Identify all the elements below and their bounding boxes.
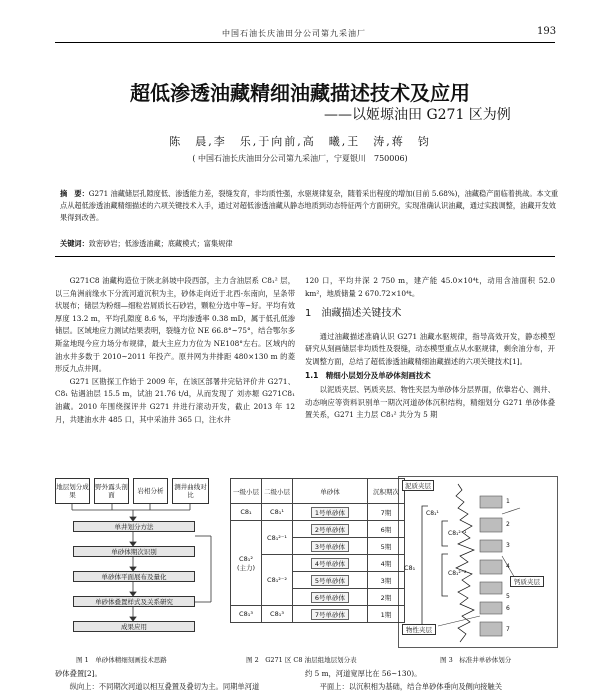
subsection-heading: 1.1 精细小层划分及单砂体刻画技术	[305, 370, 431, 380]
table-cell	[293, 589, 368, 606]
table-cell: C8₁³	[231, 606, 262, 623]
keywords-label: 关键词：	[60, 239, 89, 248]
abstract-text: G271 油藏储层孔隙度低、渗透能力差，裂缝发育，非均质性强，水驱规律复杂，随着采出程度的增加(目前 5.68%)，油藏稳产面临着挑战。本文重点从超低渗透油藏精细描述的六项关键技术入手，通过对超低渗透油藏从静态地质到动态特征两个方面研究，实现准确认识油藏，通过实践调整，油藏开发效果得到改善。	[60, 189, 559, 222]
table-cell	[231, 521, 262, 606]
author-list: 陈 晨,李 乐,于向前,高 曦,王 涛,蒋 钧	[169, 135, 431, 148]
text-line: 砂体叠置[2]。	[55, 669, 102, 678]
table-cell	[293, 555, 368, 572]
table-header: 二级小层	[262, 479, 293, 504]
flow-box-stacking-pattern: 单砂体叠置样式及关系研究	[73, 596, 195, 607]
paragraph: G271 区勘探工作始于 2009 年，在该区部署井完钻评价井 G271、C8₁ 钻遇油层 15.5 m，试油 21.76 t/d，从而发现了 刘亦塬 G271C8₁ 油藏。2010 年围绕探评井 G271 井进行滚动开发，截止 2013 年 12 月，共建油水井 485 口，其中采油井 365 口，注水井	[55, 376, 295, 424]
table-cell	[293, 572, 368, 589]
sand-body-label: 3号单砂体	[311, 541, 349, 552]
affiliation: ( 中国石油长庆油田分公司第九采油厂，宁夏银川 750006)	[192, 154, 408, 163]
paragraph: 120 口，平均井深 2 750 m，建产能 45.0×10⁴t，动用含油面积 52.0 km²，地质储量 2 670.72×10⁴t。	[305, 276, 555, 298]
layer-number: 2	[506, 521, 510, 528]
table-cell: 7期	[368, 504, 405, 521]
well-log-drawing	[398, 476, 558, 648]
flow-box-stage-identification: 单砂体期次识别	[73, 546, 195, 557]
table-header: 单砂体	[293, 479, 368, 504]
paragraph: 以泥质夹层、钙质夹层、物性夹层为单砂体分层界面，依靠岩心、测井、动态响应等资料识别单一期次河道砂体沉积结构，精细划分 G271 单砂体叠置关系，G271 主力层 C8₁² 共分为 5 期	[305, 385, 555, 420]
paper-title: 超低渗透油藏精细油藏描述技术及应用	[130, 81, 470, 105]
label-c8-1-1: C8₁¹	[426, 510, 439, 517]
label-mud-barrier: 泥质夹层	[402, 480, 434, 491]
figure-3	[398, 476, 558, 648]
figure-1-caption: 图 1 单砂体精细刻画技术思路	[76, 656, 167, 664]
text-line: 纵向上：不同期次河道以相互叠置及叠切为主。同期单河道	[69, 681, 260, 691]
sand-body-label: 6号单砂体	[311, 592, 349, 603]
sand-body-label: 7号单砂体	[311, 609, 349, 620]
layer-number: 5	[506, 593, 510, 600]
flow-box-outcrop: 野外露头剖面	[94, 478, 129, 504]
bottom-left-text	[55, 668, 295, 693]
figure-2	[230, 478, 405, 623]
label-c8-1-2-2: C8₁²⁻²	[448, 570, 467, 577]
layer-number: 7	[506, 626, 510, 633]
paper-subtitle: ——以姬塬油田 G271 区为例	[324, 107, 511, 123]
left-column	[55, 275, 295, 426]
flow-box-well-division: 单井划分方法	[73, 521, 195, 532]
abstract	[60, 188, 560, 224]
figure-2-caption: 图 2 G271 区 C8 油层组地层划分表	[246, 656, 357, 664]
sand-body-label: 2号单砂体	[311, 524, 349, 535]
sand-body-label: 5号单砂体	[311, 575, 349, 586]
keywords	[60, 239, 560, 249]
paragraph: G271C8 油藏构造位于陕北斜坡中段西部，主力含油层系 C8₁² 层，以三角洲前缘水下分流河道沉积为主，砂体走向近于北西-东南向，呈条带状展布；储层为粉细—细粒岩屑质长石砂岩，颗粒分选中等~好。平均有效厚度 13.2 m，平均孔隙度 8.6 %，平均渗透率 0.38 mD，属于低孔低渗储层。区域地应力测试结果表明，裂缝方位 NE 66.8°~75°，结合鄂尔多斯盆地现今应力场分布规律，最大主应力方位为 NE108°左右。区域内的油水井多数于 2010~2011 年投产。原井网为井排距 480×130 m 的菱形反九点井网。	[55, 276, 295, 374]
table-cell: 6期	[368, 521, 405, 538]
table-cell	[293, 504, 368, 521]
table-cell: C8₁²⁻¹	[262, 521, 293, 555]
table-cell: 4期	[368, 555, 405, 572]
text-line: 平面上：以沉积相为基础，结合单砂体垂向及侧向接触关	[319, 681, 503, 691]
paragraph: 通过油藏描述准确认识 G271 油藏水驱规律，指导高效开发，静态模型研究从刻画储层非均质性及裂缝，动态模型重点从水驱规律，剩余油分布，开发调整方面，总结了超低渗透油藏精细油藏描述的六项关键技术[1]。	[305, 331, 555, 366]
running-header: 中国石油长庆油田分公司第九采油厂	[222, 29, 366, 38]
table-cell	[293, 538, 368, 555]
table-cell-text: C8₁²	[239, 554, 253, 563]
sand-body-label: 4号单砂体	[311, 558, 349, 569]
bottom-right-text	[305, 668, 555, 693]
label-physical-barrier: 物性夹层	[402, 624, 436, 635]
abstract-label: 摘 要：	[60, 189, 89, 198]
strata-table	[230, 478, 405, 623]
table-cell: 2期	[368, 589, 405, 606]
table-header: 沉积期次	[368, 479, 405, 504]
flow-box-lithofacies: 岩相分析	[133, 478, 168, 504]
figure-1	[55, 476, 225, 646]
header-rule	[55, 42, 555, 43]
label-c8-1-2-1: C8₁²⁻¹	[448, 530, 467, 537]
flow-box-stratigraphy: 地层划分成果	[55, 478, 90, 504]
table-cell: C8₁	[231, 504, 262, 521]
flow-box-log-correlation: 测井曲线对比	[172, 478, 209, 504]
table-cell: 1期	[368, 606, 405, 623]
layer-number: 4	[506, 563, 510, 570]
sand-body-label: 1号单砂体	[311, 507, 349, 518]
layer-number: 1	[506, 498, 510, 505]
label-c8-1: C8₁	[404, 564, 416, 572]
keywords-text: 致密砂岩；低渗透油藏；底藏模式；富集规律	[88, 239, 233, 248]
table-cell: 5期	[368, 538, 405, 555]
page-number: 193	[537, 26, 557, 37]
text-line: 约 5 m，河道宽厚比在 56~130)。	[305, 669, 422, 678]
abstract-rule	[55, 256, 555, 257]
flow-box-plane-distribution: 单砂体平面展布及量化	[73, 571, 195, 582]
table-cell: C8₁²⁻²	[262, 555, 293, 606]
layer-number: 6	[506, 605, 510, 612]
table-cell	[293, 521, 368, 538]
section-heading: 1 油藏描述关键技术	[305, 308, 402, 320]
right-column	[305, 275, 555, 422]
table-cell: C8₁³	[262, 606, 293, 623]
table-header: 一级小层	[231, 479, 262, 504]
table-cell: C8₁¹	[262, 504, 293, 521]
layer-number: 3	[506, 542, 510, 549]
label-calcite-barrier: 钙质夹层	[510, 576, 544, 587]
table-cell	[293, 606, 368, 623]
table-cell: 3期	[368, 572, 405, 589]
table-cell-text: (主力)	[236, 563, 256, 572]
figure-3-caption: 图 3 标准井单砂体划分	[440, 656, 512, 664]
flow-box-application: 成果应用	[73, 621, 195, 632]
